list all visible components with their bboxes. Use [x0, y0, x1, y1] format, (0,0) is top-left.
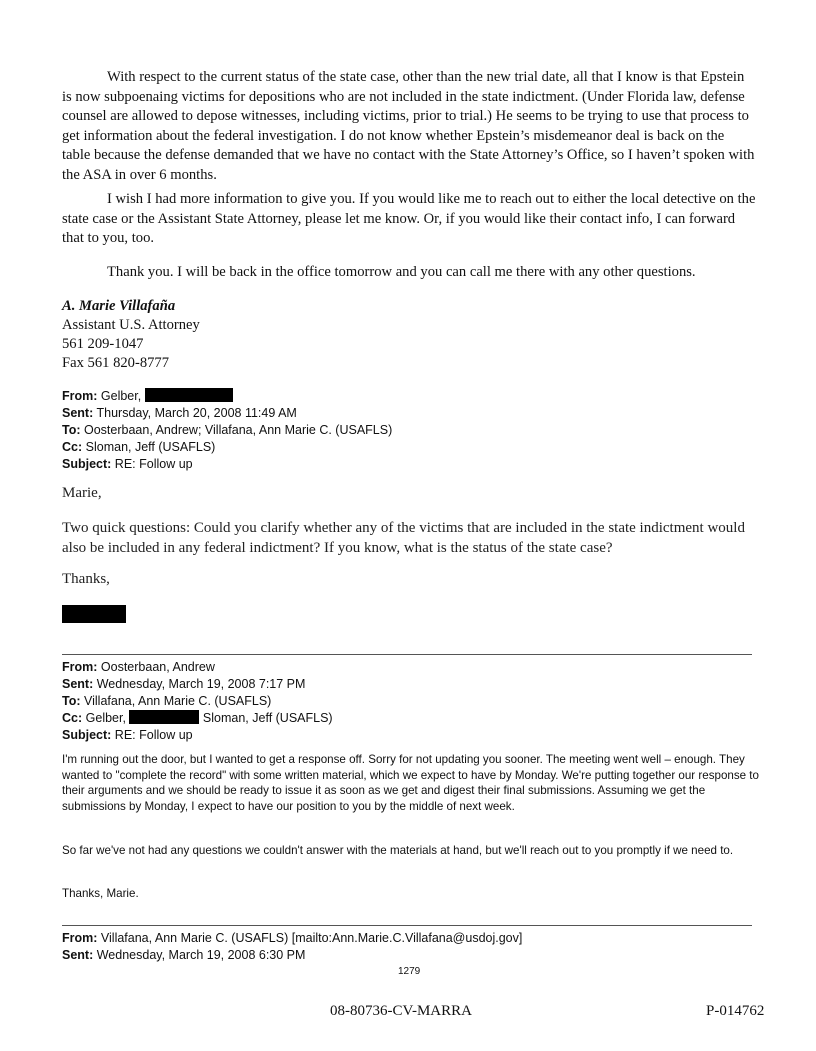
email1-to-value: Oosterbaan, Andrew; Villafana, Ann Marie C. (USAFLS)	[84, 423, 393, 437]
email2-body-2: So far we've not had any questions we couldn't answer with the materials at hand, but we'll reach out to you promptly if we need to.	[62, 844, 734, 857]
email1-header	[62, 388, 392, 473]
email2-subject-value: RE: Follow up	[114, 728, 193, 742]
case-number: 08-80736-CV-MARRA	[330, 1003, 472, 1019]
email2-from-value: Oosterbaan, Andrew	[100, 660, 215, 674]
divider	[62, 925, 752, 926]
email1-cc-value: Sloman, Jeff (USAFLS)	[85, 440, 216, 454]
email3-from-label: From:	[62, 931, 98, 945]
letter-paragraph-3	[62, 263, 756, 283]
email1-from-row	[62, 388, 392, 405]
signature-name: A. Marie Villafaña	[62, 298, 176, 314]
email3-sent-row	[62, 947, 522, 964]
email1-subject-row	[62, 456, 392, 473]
redaction-bar	[129, 710, 199, 724]
letter-paragraph-1	[62, 68, 756, 185]
letter-paragraph-1-text: With respect to the current status of the state case, other than the new trial date, all that I know is that Epstein is now subpoenaing victims for depositions who are not included in the state indictment. (Under Florida law, defense counsel are allowed to depose witnesses, including victims, prior to trial.) He seems to be trying to use that process to get information about the federal investigation. I do not know whether Epstein’s misdemeanor deal is back on the table because the defense demanded that we have no contact with the State Attorney’s Office, so I haven’t spoken with the ASA in over 6 months.	[62, 69, 755, 183]
email2-header	[62, 659, 333, 744]
email2-subject-label: Subject:	[62, 728, 112, 742]
signature-title: Assistant U.S. Attorney	[62, 317, 200, 333]
redaction-bar	[62, 605, 126, 623]
signature-block	[62, 297, 200, 373]
email1-subject-value: RE: Follow up	[114, 457, 193, 471]
email2-from-row	[62, 659, 333, 676]
email1-cc-row	[62, 439, 392, 456]
letter-paragraph-3-text: Thank you. I will be back in the office tomorrow and you can call me there with any other questions.	[107, 264, 696, 280]
email2-sent-row	[62, 676, 333, 693]
letter-paragraph-2-text: I wish I had more information to give you. If you would like me to reach out to either the local detective on the state case or the Assistant State Attorney, please let me know. Or, if you would like their contact info, I can forward that to you, too.	[62, 191, 756, 246]
email2-body-1: I'm running out the door, but I wanted to get a response off. Sorry for not updating you sooner. The meeting went well – enough. They wanted to "complete the record" with some written material, which we expect to have by Monday. We're putting together our response to their arguments and we should be ready to issue it as soon as we get and digest their final submissions. Assuming we get the submissions by Monday, I expect to have our position to you by the middle of next week.	[62, 753, 759, 813]
email1-from-value: Gelber,	[100, 389, 142, 403]
email2-closing: Thanks, Marie.	[62, 887, 139, 900]
email2-cc-value-suffix: Sloman, Jeff (USAFLS)	[202, 711, 333, 725]
email1-body: Two quick questions: Could you clarify whether any of the victims that are included in the state indictment would also be included in any federal indictment? If you know, what is the status of the state case?	[62, 520, 745, 556]
email3-sent-label: Sent:	[62, 948, 94, 962]
email1-to-label: To:	[62, 423, 81, 437]
email1-from-label: From:	[62, 389, 98, 403]
email2-cc-value-prefix: Gelber,	[85, 711, 126, 725]
email3-from-value: Villafana, Ann Marie C. (USAFLS) [mailto:Ann.Marie.C.Villafana@usdoj.gov]	[100, 931, 523, 945]
email1-subject-label: Subject:	[62, 457, 112, 471]
email3-sent-value: Wednesday, March 19, 2008 6:30 PM	[96, 948, 306, 962]
email2-sent-value: Wednesday, March 19, 2008 7:17 PM	[96, 677, 306, 691]
bates-number: P-014762	[706, 1003, 765, 1019]
email2-cc-label: Cc:	[62, 711, 83, 725]
email1-closing: Thanks,	[62, 571, 110, 587]
email1-sent-label: Sent:	[62, 406, 94, 420]
email2-to-row	[62, 693, 333, 710]
email1-sent-row	[62, 405, 392, 422]
email1-cc-label: Cc:	[62, 440, 83, 454]
email1-to-row	[62, 422, 392, 439]
signature-fax: Fax 561 820-8777	[62, 355, 170, 371]
email2-cc-row	[62, 710, 333, 727]
redaction-bar	[145, 388, 233, 402]
page-number: 1279	[398, 966, 421, 977]
email2-subject-row	[62, 727, 333, 744]
email2-sent-label: Sent:	[62, 677, 94, 691]
email3-from-row	[62, 930, 522, 947]
email2-to-label: To:	[62, 694, 81, 708]
email1-greeting: Marie,	[62, 485, 102, 501]
email2-from-label: From:	[62, 660, 98, 674]
email2-to-value: Villafana, Ann Marie C. (USAFLS)	[84, 694, 272, 708]
email3-header	[62, 930, 522, 964]
email1-sent-value: Thursday, March 20, 2008 11:49 AM	[96, 406, 297, 420]
divider	[62, 654, 752, 655]
letter-paragraph-2	[62, 190, 756, 249]
signature-phone: 561 209-1047	[62, 336, 144, 352]
